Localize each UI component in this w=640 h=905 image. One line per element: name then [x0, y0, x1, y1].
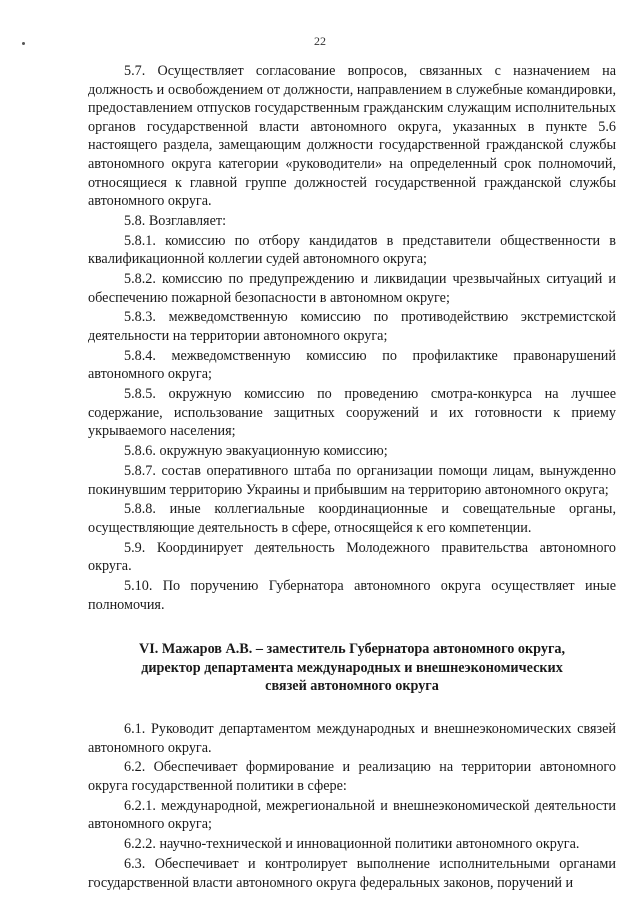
- section-heading-line-3: связей автономного округа: [265, 678, 439, 695]
- paragraph-6-2: 6.2. Обеспечивает формирование и реализацию на территории автономного округа государственной политики в сфере:: [88, 759, 616, 795]
- section-heading: [88, 640, 616, 696]
- document-body: [88, 62, 616, 893]
- paragraph-6-2-2: 6.2.2. научно-технической и инновационной политики автономного округа.: [124, 836, 580, 853]
- paragraph-6-3: 6.3. Обеспечивает и контролирует выполнение исполнительными органами государственной власти автономного округа федеральных законов, поручений и: [88, 855, 616, 891]
- paragraph-5-9: 5.9. Координирует деятельность Молодежного правительства автономного округа.: [88, 539, 616, 575]
- page-number: 22: [314, 34, 326, 48]
- paragraph-5-8-2: 5.8.2. комиссию по предупреждению и ликвидации чрезвычайных ситуаций и обеспечению пожарной безопасности в автономном округе;: [88, 271, 616, 306]
- paragraph-5-8-4: 5.8.4. межведомственную комиссию по профилактике правонарушений автономного округа;: [88, 347, 616, 383]
- paragraph-6-2-1: 6.2.1. международной, межрегиональной и внешнеэкономической деятельности автономного округа;: [88, 797, 616, 833]
- section-heading-line-2: директор департамента международных и внешнеэкономических: [141, 659, 563, 676]
- section-heading-line-1: VI. Мажаров А.В. – заместитель Губернатора автономного округа,: [138, 641, 566, 658]
- paragraph-5-8-1: 5.8.1. комиссию по отбору кандидатов в представители общественности в квалификационной коллегии судей автономного округа;: [88, 232, 616, 268]
- paragraph-5-8-8: 5.8.8. иные коллегиальные координационные и совещательные органы, осуществляющие деятельность в сфере, относящейся к его компетенции.: [88, 501, 616, 536]
- paragraph-5-10: 5.10. По поручению Губернатора автономного округа осуществляет иные полномочия.: [88, 578, 616, 613]
- paragraph-5-8-5: 5.8.5. окружную комиссию по проведению смотра-конкурса на лучшее содержание, использование защитных сооружений и их готовности к приему укрываемого населения;: [88, 386, 616, 440]
- paragraph-5-8-3: 5.8.3. межведомственную комиссию по противодействию экстремистской деятельности на территории автономного округа;: [88, 309, 616, 345]
- paragraphs-before-list: [88, 62, 616, 614]
- paragraphs-after-list: [88, 720, 616, 892]
- paragraph-5-8-7: 5.8.7. состав оперативного штаба по организации помощи лицам, вынужденно покинувшим территорию Украины и прибывшим на территорию автономного округа;: [88, 462, 616, 498]
- paragraph-6-1: 6.1. Руководит департаментом международных и внешнеэкономических связей автономного округа.: [88, 721, 616, 756]
- paragraph-5-8-6: 5.8.6. окружную эвакуационную комиссию;: [124, 443, 388, 460]
- paragraph-5-7: 5.7. Осуществляет согласование вопросов, связанных с назначением на должность и освобождением от должности, направлением в служебные командировки, предоставлением отпусков государственным гражданским служащим исполнительных органов государственной власти автономного округа, указанных в пункте 5.6 настоящего раздела, замещающим должности государственной гражданской службы автономного округа категории «руководители» на определенный срок полномочий, относящиеся к главной группе должностей государственной гражданской службы автономного округа.: [88, 63, 616, 210]
- paragraph-5-8: 5.8. Возглавляет:: [124, 212, 227, 229]
